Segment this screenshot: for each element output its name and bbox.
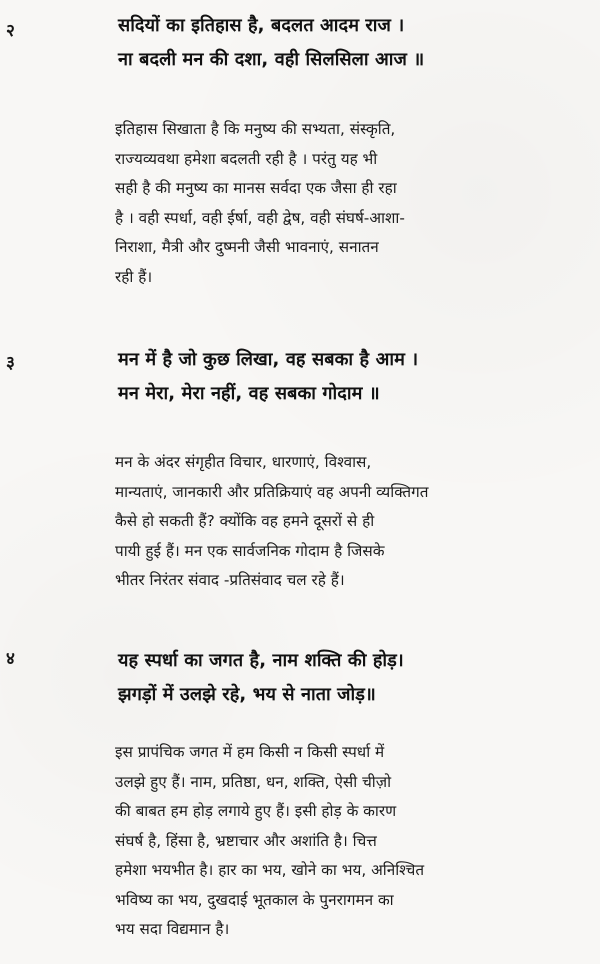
commentary-line: संघर्ष है, हिंसा है, भ्रष्टाचार और अशांति है। चित्त bbox=[115, 831, 377, 850]
commentary-line: हमेशा भयभीत है। हार का भय, खोने का भय, अनिश्चित bbox=[115, 861, 425, 879]
couplet-line: मन में है जो कुछ लिखा, वह सबका है आम । bbox=[118, 349, 419, 370]
commentary-line: राज्यव्यवथा हमेशा बदलती रही है । परंतु यह भी bbox=[115, 149, 378, 168]
commentary-line: इतिहास सिखाता है कि मनुष्य की सभ्यता, संस्कृति, bbox=[115, 120, 396, 138]
verse-number: ४ bbox=[6, 649, 15, 669]
couplet bbox=[118, 9, 596, 77]
commentary-line: उलझे हुए हैं। नाम, प्रतिष्ठा, धन, शक्ति, ऐसी चीज़ो bbox=[115, 772, 392, 791]
verse-number: २ bbox=[6, 21, 15, 41]
couplet bbox=[118, 343, 596, 411]
couplet-line: मन मेरा, मेरा नहीं, वह सबका गोदाम ॥ bbox=[118, 383, 380, 404]
commentary-paragraph bbox=[115, 738, 585, 945]
commentary-line: पायी हुई हैं। मन एक सार्वजनिक गोदाम है जिसके bbox=[115, 541, 385, 560]
commentary-line: रही हैं। bbox=[115, 267, 153, 286]
commentary-line: की बाबत हम होड़ लगाये हुए हैं। इसी होड़ के कारण bbox=[115, 802, 397, 820]
commentary-line: भीतर निरंतर संवाद -प्रतिसंवाद चल रहे हैं। bbox=[115, 571, 345, 589]
commentary-line: सही है की मनुष्य का मानस सर्वदा एक जैसा ही रहा bbox=[115, 179, 397, 197]
commentary-line: इस प्रापंचिक जगत में हम किसी न किसी स्पर्धा में bbox=[115, 743, 385, 761]
couplet bbox=[118, 644, 596, 712]
couplet-line: सदियों का इतिहास है, बदलत आदम राज । bbox=[118, 15, 405, 36]
couplet-line: ना बदली मन की दशा, वही सिलसिला आज ॥ bbox=[118, 49, 425, 70]
commentary-line: मन के अंदर संगृहीत विचार, धारणाएं, विश्वास, bbox=[115, 453, 372, 471]
commentary-line: निराशा, मैत्री और दुष्मनी जैसी भावनाएं, सनातन bbox=[115, 238, 379, 256]
commentary-paragraph bbox=[115, 115, 585, 292]
couplet-line: यह स्पर्धा का जगत है, नाम शक्ति की होड़। bbox=[118, 650, 404, 671]
couplet-line: झगड़ों में उलझे रहे, भय से नाता जोड़॥ bbox=[118, 684, 376, 705]
commentary-line: कैसे हो सकती हैं? क्योंकि वह हमने दूसरों से ही bbox=[115, 512, 375, 530]
commentary-line: भय सदा विद्यमान है। bbox=[115, 920, 230, 938]
verse-number: ३ bbox=[6, 353, 15, 373]
commentary-line: भविष्य का भय, दुखदाई भूतकाल के पुनरागमन का bbox=[115, 890, 394, 909]
commentary-paragraph bbox=[115, 448, 585, 596]
commentary-line: है । वही स्पर्धा, वही ईर्षा, वही द्वेष, वही संघर्ष-आशा- bbox=[115, 208, 405, 227]
commentary-line: मान्यताएं, जानकारी और प्रतिक्रियाएं वह अपनी व्यक्तिगत bbox=[115, 482, 429, 501]
